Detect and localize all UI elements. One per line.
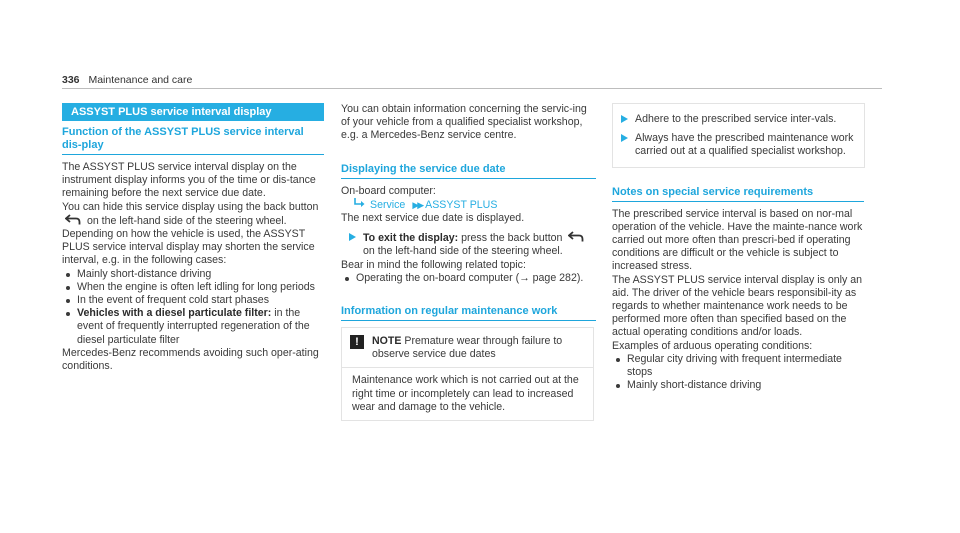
instruction-box: [612, 103, 865, 168]
paragraph-info: You can obtain information concerning the servic-ing of your vehicle from a qualified specialist workshop, e.g. a Mercedes-Benz service centre.: [341, 103, 587, 142]
paragraph-aid: The ASSYST PLUS service interval display is only an aid. The driver of the vehicle bears responsibil-ity as regards to whether maintenance work needs to be performed more often than specified based on the actual operating conditions and/or loads.: [612, 273, 863, 339]
column-3: [612, 103, 864, 392]
list-item: [62, 307, 324, 347]
step-triangle-icon: [349, 233, 356, 241]
instruction-text: Always have the prescribed maintenance work carried out at a qualified specialist workshop.: [635, 132, 854, 158]
computer-label: On-board computer:: [341, 184, 436, 197]
paragraph-recommend: Mercedes-Benz recommends avoiding such oper-ating conditions.: [62, 346, 319, 373]
notice-box: [341, 327, 594, 421]
step-triangle-icon: [621, 134, 628, 142]
notice-header: [342, 328, 593, 368]
paragraph-depending: Depending on how the vehicle is used, the ASSYST PLUS service interval display may shorten the service interval, e.g. in the following cases:: [62, 228, 315, 267]
paragraph-intro: The ASSYST PLUS service interval display on the instrument display informs you of the time or dis-tance remaining before the next service due date.: [62, 161, 316, 200]
notice-title: Premature wear through failure to observe service due dates: [372, 335, 563, 361]
instruction-text: Adhere to the prescribed service inter-vals.: [635, 113, 837, 125]
path-service: Service: [370, 198, 406, 211]
heading-function: Function of the ASSYST PLUS service interval dis-play: [62, 126, 324, 155]
menu-arrow-icon: [354, 198, 366, 208]
page-number: 336: [62, 74, 80, 86]
heading-display-due-date: Displaying the service due date: [341, 163, 596, 179]
header-divider: [62, 88, 882, 89]
step-bold-label: To exit the display:: [363, 232, 459, 245]
page-header: [62, 74, 192, 87]
menu-path: [341, 198, 596, 212]
step-triangle-icon: [621, 115, 628, 123]
arduous-conditions-list: [612, 353, 864, 393]
paragraph-examples: Examples of arduous operating conditions:: [612, 339, 813, 352]
column-1: [62, 103, 324, 373]
list-item: In the event of frequent cold start phases: [62, 294, 324, 307]
paragraph-hide-display: [62, 201, 324, 228]
related-topic-label: Bear in mind the following related topic:: [341, 258, 526, 271]
section-title: Maintenance and care: [88, 74, 193, 86]
diesel-filter-text: in the event of frequently interrupted regeneration of the diesel particulate filter: [77, 307, 310, 346]
display-result: The next service due date is displayed.: [341, 212, 525, 225]
heading-maintenance-info: Information on regular maintenance work: [341, 305, 596, 321]
back-button-icon: [65, 214, 81, 225]
paragraph-prescribed: The prescribed service interval is based on nor-mal operation of the vehicle. Have the mainte-nance work carried out more often than prescri-bed if operating conditions are difficult or the vehicle is subject to increased stress.: [612, 207, 863, 273]
notice-title-block: [372, 335, 585, 361]
back-button-icon: [568, 231, 584, 242]
diesel-filter-label: Vehicles with a diesel particulate filter:: [77, 307, 272, 320]
list-item: Regular city driving with frequent intermediate stops: [612, 353, 864, 379]
hide-text-post: on the left-hand side of the steering wheel.: [86, 214, 287, 227]
notice-body: Maintenance work which is not carried out at the right time or incompletely can lead to increased wear and damage to the vehicle.: [352, 374, 579, 413]
section-banner: ASSYST PLUS service interval display: [62, 103, 324, 121]
related-link[interactable]: Operating the on-board computer (→ page 282).: [341, 272, 596, 285]
conditions-list: [62, 268, 324, 347]
column-2: [341, 103, 596, 421]
path-assyst-plus: ASSYST PLUS: [425, 198, 498, 211]
related-list: [341, 272, 596, 285]
instruction-step: [613, 113, 856, 126]
notice-label: NOTE: [372, 335, 402, 348]
step-text-pre: press the back button: [461, 232, 563, 245]
warning-icon: !: [350, 335, 364, 349]
list-item: Mainly short-distance driving: [62, 268, 324, 281]
step-text-post: on the left-hand side of the steering wheel.: [363, 245, 563, 258]
double-chevron-icon: ▶▶: [412, 199, 423, 210]
list-item: Mainly short-distance driving: [612, 379, 864, 392]
hide-text-pre: You can hide this service display using the back button: [62, 200, 319, 213]
instruction-step: [613, 132, 856, 158]
list-item: When the engine is often left idling for long periods: [62, 281, 324, 294]
heading-special-requirements: Notes on special service requirements: [612, 186, 864, 202]
step-exit-display: [341, 231, 596, 258]
